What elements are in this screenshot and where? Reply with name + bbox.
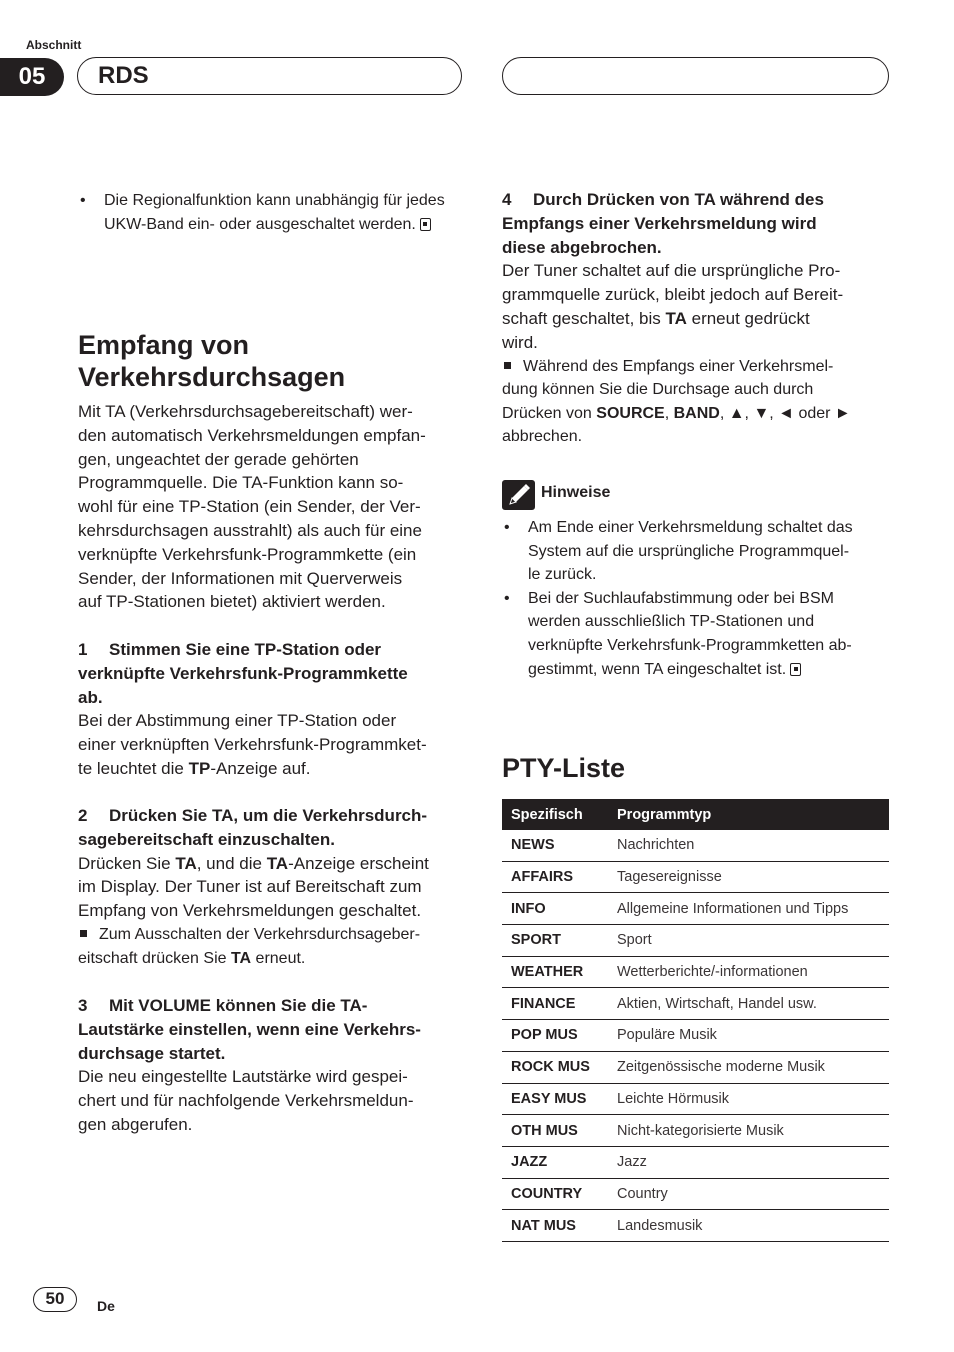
pty-type-cell: Landesmusik [608,1210,889,1242]
table-row [502,925,889,957]
step-2-body [78,852,473,923]
ta-label: TA [266,853,289,873]
note-line: Zum Ausschalten der Verkehrsdurchsageber- [99,925,421,943]
note-line: le zurück. [528,566,597,584]
table-row [502,830,889,861]
pty-code-cell: AFFAIRS [502,861,608,893]
pty-code-cell: EASY MUS [502,1083,608,1115]
step-body-line: gen abgerufen. [78,1114,193,1134]
pencil-note-icon [502,480,535,510]
step-body-line: einer verknüpften Verkehrsfunk-Programmket- [78,735,427,755]
source-label: SOURCE [596,404,665,422]
step-number: 4 [502,190,512,209]
step-body-line: Der Tuner schaltet auf die ursprüngliche Pro- [502,261,841,281]
text: -Anzeige auf. [210,758,311,778]
table-row [502,861,889,893]
square-bullet-icon [504,362,511,369]
step-4-body [502,259,897,354]
step-body-line [78,757,473,781]
intro-line: wohl für eine TP-Station (ein Sender, der Ver- [78,497,421,517]
end-mark-icon [790,663,801,676]
pty-table-body [502,830,889,1241]
table-header-row [502,799,889,830]
step-4-note [502,355,897,449]
step-2 [78,804,473,970]
header-empty-pill [502,57,889,95]
step-number: 1 [78,640,88,659]
table-row [502,893,889,925]
text: , [664,404,674,422]
pty-type-cell: Tagesereignisse [608,861,889,893]
step-title-line: durchsage startet. [78,1043,226,1063]
table-row [502,1020,889,1052]
intro-line: Programmquelle. Die TA-Funktion kann so- [78,473,404,493]
note-line [502,402,897,426]
step-title-line: Stimmen Sie eine TP-Station oder [109,640,382,659]
intro-line: Mit TA (Verkehrsdurchsagebereitschaft) wer- [78,402,413,421]
note-item [502,587,892,681]
step-title-line: Durch Drücken von TA während des [533,190,824,209]
note-line: werden ausschließlich TP-Stationen und [528,613,815,631]
step-title-line: verknüpfte Verkehrsfunk-Programmkette [78,663,408,683]
table-row [502,1146,889,1178]
pty-table [502,799,889,1242]
intro-paragraph [78,400,473,614]
ta-label: TA [230,949,252,967]
note-line: abbrechen. [502,428,583,446]
step-3 [78,994,473,1137]
pty-code-cell: WEATHER [502,956,608,988]
step-1 [78,638,473,781]
step-body-line [78,852,473,876]
step-title-line: diese abgebrochen. [502,237,662,257]
section-label: Abschnitt [26,38,82,52]
tp-label: TP [188,758,211,778]
traffic-heading [78,329,468,393]
step-body-line: wird. [502,332,538,352]
step-body-line: Die neu eingestellte Lautstärke wird gespei- [78,1067,408,1087]
text: erneut. [251,949,306,967]
step-body-line [502,307,897,331]
step-title-line: ab. [78,687,103,707]
column-header-programmtyp: Programmtyp [608,799,889,830]
pty-code-cell: SPORT [502,925,608,957]
step-2-title [78,804,473,852]
bullet-dot: • [504,589,510,607]
section-number-badge: 05 [0,58,64,96]
language-code: De [97,1298,115,1314]
text: erneut gedrückt [686,308,810,328]
step-4 [502,188,897,449]
pty-type-cell: Nicht-kategorisierte Musik [608,1115,889,1147]
note-line: Bei der Suchlaufabstimmung oder bei BSM [528,589,834,607]
square-bullet-icon [80,930,87,937]
step-number: 2 [78,806,88,825]
pty-type-cell: Country [608,1178,889,1210]
text: , und die [196,853,267,873]
pty-type-cell: Aktien, Wirtschaft, Handel usw. [608,988,889,1020]
note-line: verknüpfte Verkehrsfunk-Programmketten ab- [528,636,852,654]
pty-table-wrap [502,799,889,1242]
table-row [502,1210,889,1242]
pty-type-cell: Sport [608,925,889,957]
pty-code-cell: COUNTRY [502,1178,608,1210]
step-title-line: Lautstärke einstellen, wenn eine Verkehrs- [78,1019,421,1039]
traffic-heading-line2: Verkehrsdurchsagen [78,362,346,392]
pty-type-cell: Allgemeine Informationen und Tipps [608,893,889,925]
intro-line: auf TP-Stationen bietet) aktiviert werden. [78,592,386,612]
text: gestimmt, wenn TA eingeschaltet ist. [528,660,787,678]
text: Drücken Sie [78,853,176,873]
bullet-dot: • [504,519,510,536]
intro-line: Sender, der Informationen mit Querverweis [78,568,403,588]
pty-heading: PTY-Liste [502,753,626,783]
pty-code-cell: POP MUS [502,1020,608,1052]
band-label: BAND [673,404,720,422]
step-3-body [78,1065,473,1136]
text: , ▲, ▼, ◄ oder ► [719,404,851,422]
note-line: Am Ende einer Verkehrsmeldung schaltet das [528,519,853,536]
text: eitschaft drücken Sie [78,949,231,967]
traffic-heading-line1: Empfang von [78,330,250,360]
ta-label: TA [665,308,687,328]
pty-type-cell: Nachrichten [608,830,889,861]
pty-type-cell: Jazz [608,1146,889,1178]
pty-type-cell: Populäre Musik [608,1020,889,1052]
intro-line: den automatisch Verkehrsmeldungen empfan- [78,425,426,445]
notes-title: Hinweise [541,484,611,501]
pty-code-cell: ROCK MUS [502,1051,608,1083]
step-title-line: Drücken Sie TA, um die Verkehrsdurch- [109,806,428,825]
step-title-line: sagebereitschaft einzuschalten. [78,829,335,849]
pty-code-cell: NEWS [502,830,608,861]
intro-bullet [78,189,464,236]
text: -Anzeige erscheint [288,853,429,873]
table-row [502,1083,889,1115]
intro-line: gen, ungeachtet der gerade gehörten [78,449,359,469]
pty-type-cell: Zeitgenössische moderne Musik [608,1051,889,1083]
note-line [78,947,473,971]
table-row [502,956,889,988]
step-2-note [78,923,473,970]
step-1-title [78,638,473,709]
table-row [502,1178,889,1210]
pty-code-cell: JAZZ [502,1146,608,1178]
step-body-line: grammquelle zurück, bleibt jedoch auf Bereit- [502,285,844,305]
pty-type-cell: Leichte Hörmusik [608,1083,889,1115]
text: te leuchtet die [78,758,189,778]
step-body-line: Empfang von Verkehrsmeldungen geschaltet. [78,901,422,921]
table-row [502,988,889,1020]
ta-label: TA [175,853,197,873]
pty-code-cell: NAT MUS [502,1210,608,1242]
step-body-line: Bei der Abstimmung einer TP-Station oder [78,711,397,731]
step-title-line: Empfangs einer Verkehrsmeldung wird [502,213,817,233]
step-body-line: im Display. Der Tuner ist auf Bereitschaft zum [78,877,422,897]
pty-code-cell: FINANCE [502,988,608,1020]
bullet-dot: • [80,192,86,209]
pty-code-cell: INFO [502,893,608,925]
intro-line: kehrsdurchsagen ausstrahlt) als auch für eine [78,520,422,540]
note-line [528,658,892,682]
note-line: Während des Empfangs einer Verkehrsmel- [523,357,834,375]
text: Drücken von [502,404,597,422]
notes-list [502,516,892,681]
intro-bullet-text: Die Regionalfunktion kann unabhängig für jedes UKW-Band ein- oder ausgeschaltet werden. [104,192,445,233]
note-line: dung können Sie die Durchsage auch durch [502,381,814,399]
step-4-title [502,188,897,259]
column-header-spezifisch: Spezifisch [502,799,608,830]
table-row [502,1051,889,1083]
step-1-body [78,709,473,780]
step-body-line: chert und für nachfolgende Verkehrsmeldun- [78,1091,414,1111]
note-line: System auf die ursprüngliche Programmquel- [528,542,850,560]
chapter-title: RDS [77,57,462,95]
step-number: 3 [78,996,88,1015]
pty-type-cell: Wetterberichte/-informationen [608,956,889,988]
intro-line: verknüpfte Verkehrsfunk-Programmkette (ein [78,544,417,564]
text: schaft geschaltet, bis [502,308,666,328]
table-row [502,1115,889,1147]
note-item [502,516,892,587]
step-3-title [78,994,473,1065]
pty-code-cell: OTH MUS [502,1115,608,1147]
page-number: 50 [33,1287,77,1312]
step-title-line: Mit VOLUME können Sie die TA- [109,996,368,1015]
end-mark-icon [420,218,431,231]
